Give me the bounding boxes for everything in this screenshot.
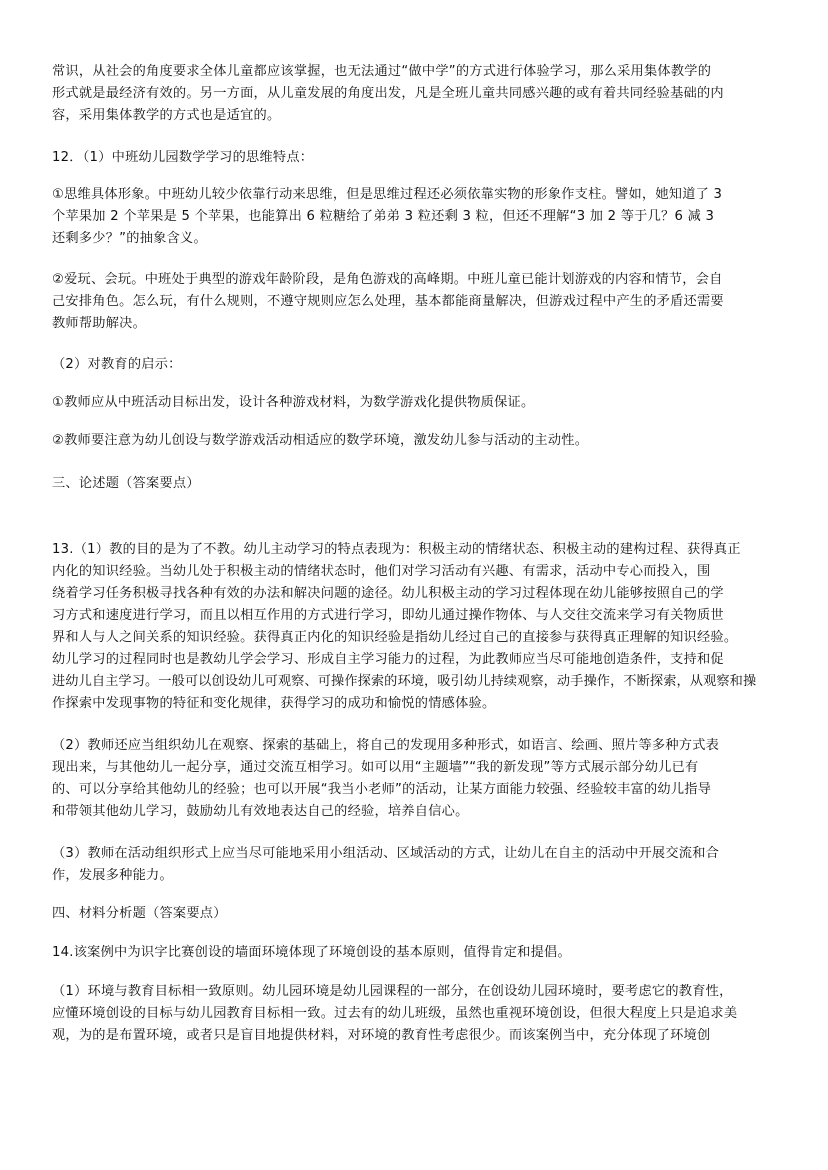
text-line: 常识，从社会的角度要求全体儿童都应该掌握，也无法通过“做中学”的方式进行体验学习，那么采用集体教学的 [52,64,712,79]
text-line: （1）环境与教育目标相一致原则。幼儿园环境是幼儿园课程的一部分，在创设幼儿园环境时，要考虑它的教育性， [52,984,733,999]
section-heading: 三、论述题（答案要点） [52,476,200,491]
text-line: （2）教师还应当组织幼儿在观察、探索的基础上，将自己的发现用多种形式，如语言、绘画、照片等多种方式表 [52,738,720,753]
text-line: 习方式和速度进行学习，而且以相互作用的方式进行学习，即幼儿通过操作物体、与人交往交流来学习有关物质世 [52,608,724,623]
text-line: 14.该案例中为识字比赛创设的墙面环境体现了环境创设的基本原则，值得肯定和提倡。 [52,945,571,960]
text-line: 界和人与人之间关系的知识经验。获得真正内化的知识经验是指幼儿经过自己的直接参与获得真正理解的知识经验。 [52,630,738,645]
text-line: 个苹果加 2 个苹果是 5 个苹果，也能算出 6 粒糖给了弟弟 3 粒还剩 3 粒，但还不理解“3 加 2 等于几？6 减 3 [52,209,715,224]
subheading: （2）对教育的启示： [52,357,182,372]
text-line: 13.（1）教的目的是为了不教。幼儿主动学习的特点表现为：积极主动的情绪状态、积极主动的建构过程、获得真正 [52,542,741,557]
text-line: 观，为的是布置环境，或者只是盲目地提供材料，对环境的教育性考虑很少。而该案例当中，充分体现了环境创 [52,1028,711,1043]
text-line: 教师帮助解决。 [52,316,147,331]
section-heading: 四、材料分析题（答案要点） [52,906,227,921]
text-line: 应懂环境创设的目标与幼儿园教育目标相一致。过去有的幼儿班级，虽然也重视环境创设，但很大程度上只是追求美 [52,1006,738,1021]
text-line: 幼儿学习的过程同时也是教幼儿学会学习、形成自主学习能力的过程，为此教师应当尽可能地创造条件，支持和促 [52,652,724,667]
text-line: 作探索中发现事物的特征和变化规律，获得学习的成功和愉悦的情感体验。 [52,696,496,711]
text-line: 进幼儿自主学习。一般可以创设幼儿可观察、可操作探索的环境，吸引幼儿持续观察，动手操作，不断探索，从观察和操 [52,674,757,689]
text-line: 己安排角色。怎么玩，有什么规则，不遵守规则应怎么处理，基本都能商量解决，但游戏过程中产生的矛盾还需要 [52,294,724,309]
text-line: （3）教师在活动组织形式上应当尽可能地采用小组活动、区域活动的方式，让幼儿在自主的活动中开展交流和合 [52,846,720,861]
question-heading: 12．（1）中班幼儿园数学学习的思维特点： [52,150,314,165]
text-line: 形式就是最经济有效的。另一方面，从儿童发展的角度出发，凡是全班儿童共同感兴趣的或有着共同经验基础的内 [52,86,724,101]
text-line: 绕着学习任务积极寻找各种有效的办法和解决问题的途径。幼儿积极主动的学习过程体现在幼儿能够按照自己的学 [52,586,724,601]
text-line: ①教师应从中班活动目标出发，设计各种游戏材料，为数学游戏化提供物质保证。 [52,395,535,410]
text-line: ②教师要注意为幼儿创设与数学游戏活动相适应的数学环境，激发幼儿参与活动的主动性。 [52,433,589,448]
text-line: 现出来，与其他幼儿一起分享，通过交流互相学习。如可以用“主题墙”“我的新发现”等方式展示部分幼儿已有 [52,760,699,775]
text-line: 内化的知识经验。当幼儿处于积极主动的情绪状态时，他们对学习活动有兴趣、有需求，活动中专心而投入，围 [52,564,711,579]
text-line: 的、可以分享给其他幼儿的经验；也可以开展“我当小老师”的活动，让某方面能力较强、经验较丰富的幼儿指导 [52,782,712,797]
text-line: ①思维具体形象。中班幼儿较少依靠行动来思维，但是思维过程还必须依靠实物的形象作支柱。譬如，她知道了 3 [52,187,723,202]
text-line: 还剩多少？”的抽象含义。 [52,231,207,246]
text-line: ②爱玩、会玩。中班处于典型的游戏年龄阶段，是角色游戏的高峰期。中班儿童已能计划游戏的内容和情节，会自 [52,272,723,287]
text-line: 容，采用集体教学的方式也是适宜的。 [52,108,281,123]
text-line: 作，发展多种能力。 [52,868,173,883]
text-line: 和带领其他幼儿学习，鼓励幼儿有效地表达自己的经验，培养自信心。 [52,804,469,819]
